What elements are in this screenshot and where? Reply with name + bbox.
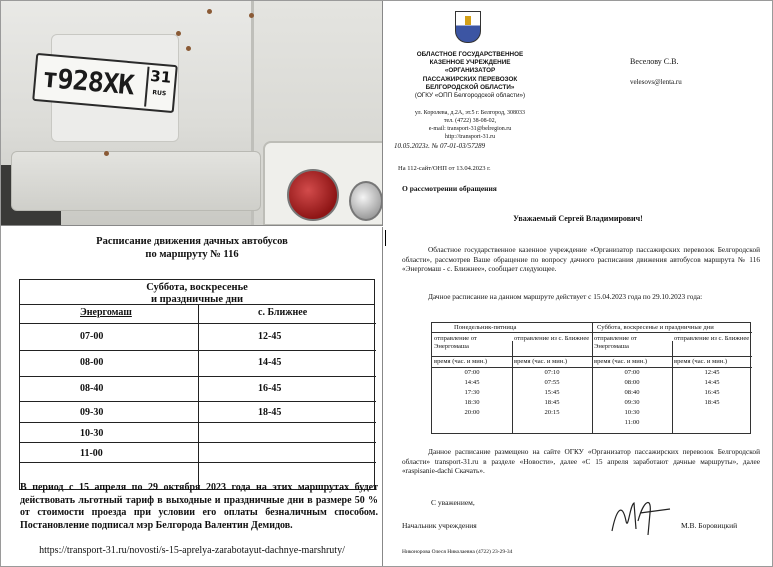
rust-spot: [104, 151, 109, 156]
letter-schedule-table: [431, 322, 751, 434]
table-cell: 12-45: [258, 331, 282, 342]
table-cell: 14:45: [464, 379, 480, 386]
table-cell: 10:30: [624, 409, 640, 416]
table-cell: 16-45: [258, 383, 282, 394]
table-col-header: отправление из с. Ближнее: [514, 335, 590, 342]
letter-paragraph: Дачное расписание на данном маршруте действует с 15.04.2023 года по 29.10.2023 года:: [428, 292, 703, 301]
table-cell: 18-45: [258, 407, 282, 418]
table-cell: 11-00: [80, 448, 103, 459]
organization-name: [390, 51, 550, 100]
address-line: e-mail: transport-31@belregion.ru: [428, 126, 512, 132]
plate-number: т928ХК: [40, 62, 135, 101]
table-cell: 15:45: [544, 389, 560, 396]
schedule-title-line: Расписание движения дачных автобусов: [96, 236, 288, 247]
address-line: http://transport-31.ru: [444, 134, 496, 140]
letter-reference: На 112-сайт/ОНП от 13.04.2023 г.: [398, 165, 491, 172]
recipient-name: Веселову С.В.: [630, 57, 679, 66]
bus-bumper: [11, 151, 261, 211]
schedule-header-line: и праздничные дни: [150, 294, 244, 305]
row-divider: [20, 350, 376, 351]
org-line: ПАССАЖИРСКИХ ПЕРЕВОЗОК: [422, 75, 518, 83]
table-cell: 18:30: [464, 399, 480, 406]
org-line: КАЗЕННОЕ УЧРЕЖДЕНИЕ: [429, 59, 511, 67]
table-cell: 20:15: [544, 409, 560, 416]
rust-spot: [176, 31, 181, 36]
table-col-header: отправление от Энергомаша: [594, 335, 637, 350]
table-unit: время (час. и мин.): [514, 358, 568, 365]
column-header-energomash: Энергомаш: [80, 307, 132, 318]
table-cell: 07:55: [544, 379, 560, 386]
table-cell: 08:40: [624, 389, 640, 396]
plate-region: 31: [149, 66, 172, 87]
table-divider: [432, 367, 752, 368]
table-divider: [512, 341, 513, 433]
table-cell: 20:00: [464, 409, 480, 416]
coat-of-arms-icon: [455, 11, 481, 43]
table-cell: 08-00: [80, 357, 104, 368]
table-group-weekend: Суббота, воскресенье и праздничные дни: [597, 324, 714, 331]
table-cell: 07-00: [80, 331, 104, 342]
schedule-note: В период с 15 апреля по 29 октября 2023 года на этих маршрутах будет действовать льготный тариф в выходные и праздничные дни в размере 50 % от стоимости проезда при условии его оплаты безналичным способом. Постановление подписал мэр Белгорода Валентин Демидов.: [20, 482, 378, 531]
table-cell: 14:45: [704, 379, 720, 386]
source-link[interactable]: https://transport-31.ru/novosti/s-15-aprelya-zarabotayut-dachnye-marshruty/: [39, 545, 345, 556]
row-divider: [20, 462, 376, 463]
row-divider: [20, 376, 376, 377]
org-line: «ОРГАНИЗАТОР: [444, 67, 496, 75]
rust-spot: [207, 9, 212, 14]
bus-photo: [1, 1, 383, 226]
plate-region-box: [144, 67, 173, 109]
table-divider: [432, 332, 752, 333]
tail-lamp-white: [349, 181, 383, 221]
org-line: ОБЛАСТНОЕ ГОСУДАРСТВЕННОЕ: [416, 51, 524, 58]
organization-address: [390, 109, 550, 141]
table-divider: [672, 341, 673, 433]
letter-paragraph: Данное расписание размещено на сайте ОГКУ «Организатор пассажирских перевозок Белгородской области» transport-31.ru в разделе «Новости», далее «С 15 апреля заработают дачные маршруты», далее «raspisanie-dachi Скачать».: [402, 447, 760, 476]
schedule-header-line: Суббота, воскресенье: [146, 282, 248, 293]
table-cell: 11:00: [624, 419, 640, 426]
letter-subject: О рассмотрении обращения: [402, 184, 497, 193]
schedule-title: [1, 235, 383, 261]
table-cell: 18:45: [704, 399, 720, 406]
letter-paragraph: Областное государственное казенное учреждение «Организатор пассажирских перевозок Белгородской области», рассмотрев Ваше обращение по вопросу дачного расписания движения автобусов маршрута № 116 «Энергомаш - с. Ближнее», сообщает следующее.: [402, 245, 760, 274]
table-cell: 09:30: [624, 399, 640, 406]
table-cell: 18:45: [544, 399, 560, 406]
column-header-blizhnee: с. Ближнее: [258, 307, 308, 318]
table-cell: 07:00: [464, 369, 480, 376]
table-cell: 08-40: [80, 383, 104, 394]
official-letter: [384, 1, 772, 566]
row-divider: [20, 442, 376, 443]
row-divider: [20, 422, 376, 423]
org-line: БЕЛГОРОДСКОЙ ОБЛАСТИ»: [425, 83, 515, 91]
table-cell: 09-30: [80, 407, 104, 418]
plate-country: RUS: [152, 89, 167, 98]
rust-spot: [249, 13, 254, 18]
table-cell: 10-30: [80, 428, 104, 439]
schedule-section: [1, 227, 383, 566]
letter-salutation: Уважаемый Сергей Владимирович!: [513, 214, 643, 223]
table-unit: время (час. и мин.): [434, 358, 488, 365]
table-cell: 16:45: [704, 389, 720, 396]
signature-image: [604, 491, 674, 543]
address-line: тел. (4722) 38-08-02,: [443, 118, 497, 124]
table-unit: время (час. и мин.): [594, 358, 648, 365]
rust-spot: [186, 46, 191, 51]
table-col-header: отправление от Энергомаша: [434, 335, 477, 350]
table-group-weekday: Понедельник-пятница: [454, 324, 517, 331]
table-col-header: отправление из с. Ближнее: [674, 335, 750, 342]
executor-info: Никонорова Олеся Николаевна (4722) 23-29-34: [402, 549, 513, 555]
org-line: (ОГКУ «ОПП Белгородской области»): [414, 92, 526, 100]
row-divider: [20, 401, 376, 402]
letter-date-number: 10.05.2023г. № 07-01-03/57289: [394, 142, 486, 150]
schedule-table-header: [19, 279, 375, 305]
row-divider: [20, 323, 376, 324]
schedule-table: [19, 305, 375, 490]
signatory-title: Начальник учреждения: [402, 521, 477, 530]
table-cell: 12:45: [704, 369, 720, 376]
recipient-email: velesovs@lenta.ru: [630, 78, 682, 86]
letter-regards: С уважением,: [431, 498, 475, 507]
table-cell: 14-45: [258, 357, 282, 368]
table-divider: [432, 356, 752, 357]
table-cell: 07:10: [544, 369, 560, 376]
address-line: ул. Королева, д.2А, эт.5 г. Белгород, 308033: [414, 110, 526, 116]
table-unit: время (час. и мин.): [674, 358, 728, 365]
table-cell: 07:00: [624, 369, 640, 376]
table-cell: 17:30: [464, 389, 480, 396]
signatory-name: М.В. Боровицкий: [681, 521, 738, 530]
tail-lamp-red: [287, 169, 339, 221]
schedule-title-line: по маршруту № 116: [145, 249, 239, 260]
table-cell: 08:00: [624, 379, 640, 386]
